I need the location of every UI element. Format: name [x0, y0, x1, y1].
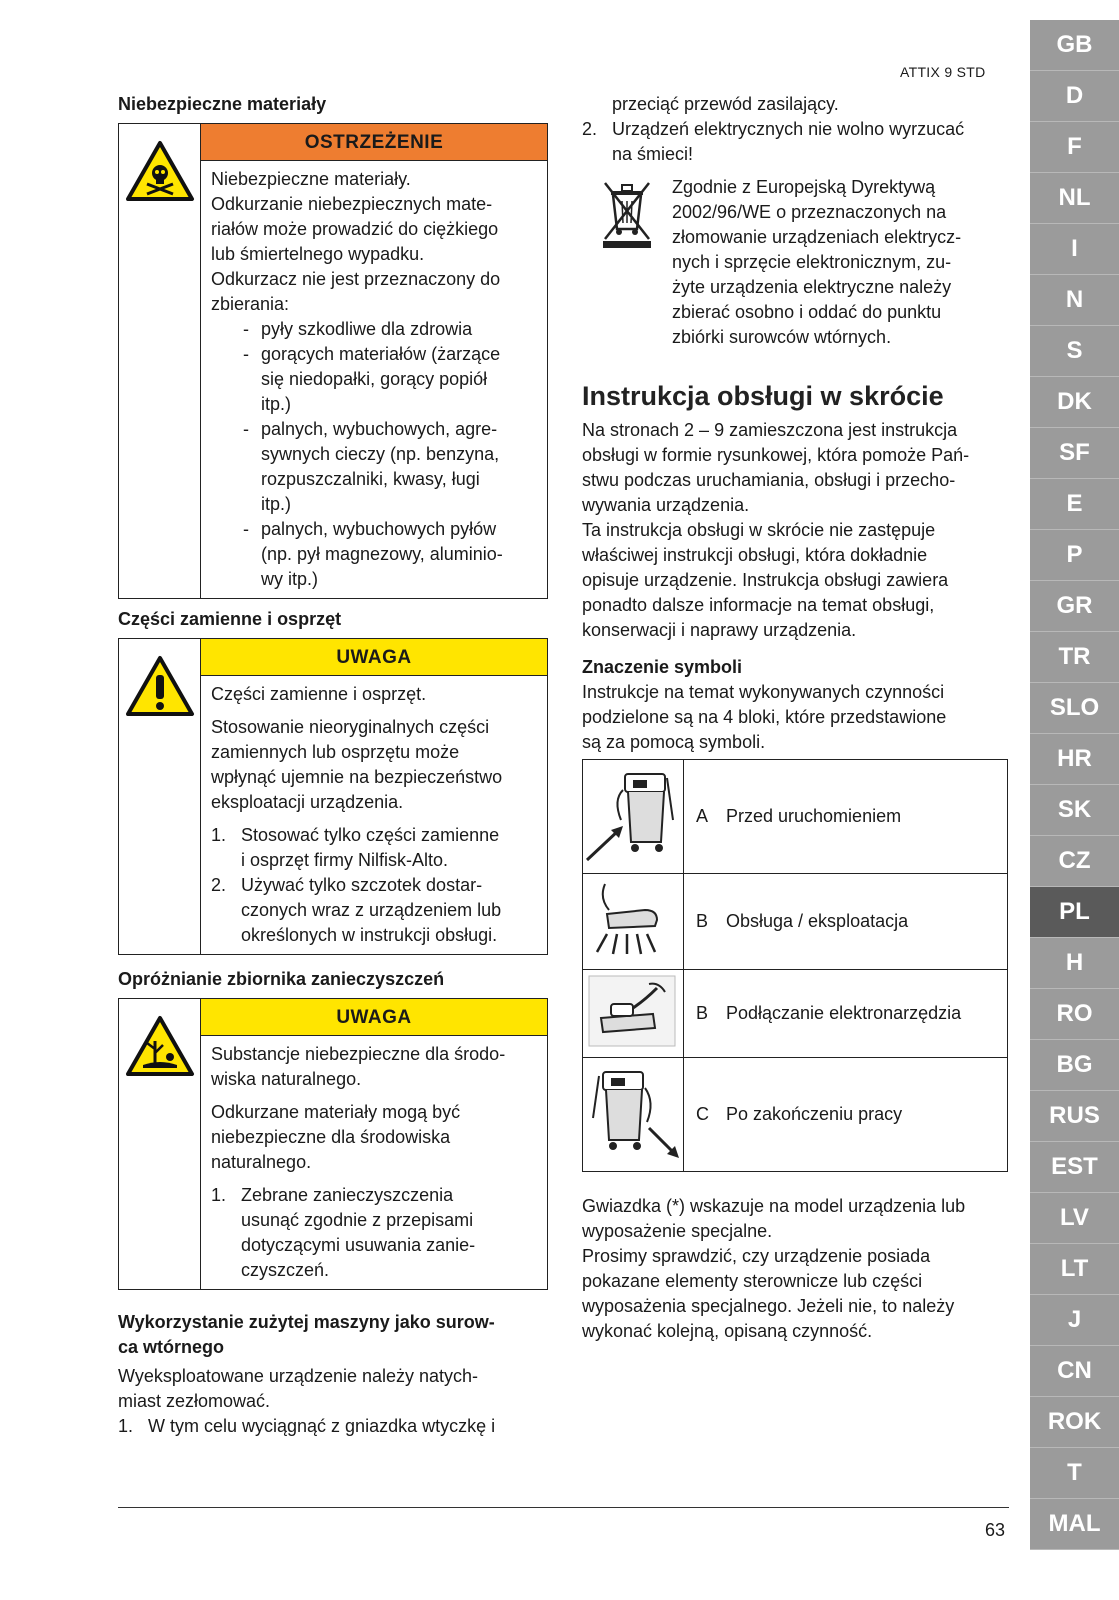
- tab-lang-est[interactable]: EST: [1030, 1142, 1119, 1193]
- text-line: Gwiazdka (*) wskazuje na model urządzenia lub: [582, 1196, 966, 1216]
- tab-lang-bg[interactable]: BG: [1030, 1040, 1119, 1091]
- text-line: wyposażenia specjalnego. Jeżeli nie, to należy: [582, 1296, 955, 1316]
- text-line: Zgodnie z Europejską Dyrektywą: [672, 177, 936, 197]
- text-line: Zebrane zanieczyszczenia: [241, 1185, 454, 1205]
- text-line: - palnych, wybuchowych, agre-: [261, 419, 498, 439]
- parts-p1: Części zamienne i osprzęt.: [211, 684, 427, 704]
- language-tabs: [1030, 20, 1119, 1550]
- text-line: Wykorzystanie zużytej maszyny jako surow-: [118, 1312, 495, 1332]
- text-line: wywania urządzenia.: [582, 495, 750, 515]
- text-line: podzielone są na 4 bloki, które przedstawione: [582, 707, 947, 727]
- text-line: usunąć zgodnie z przepisami: [241, 1210, 474, 1230]
- hazmat-heading: Niebezpieczne materiały: [118, 94, 327, 114]
- tab-lang-slo[interactable]: SLO: [1030, 683, 1119, 734]
- tab-lang-cz[interactable]: CZ: [1030, 836, 1119, 887]
- symbol-label: B Obsługa / eksploatacja: [684, 874, 1008, 970]
- recycling-step-1-continued: przeciąć przewód zasilający.: [612, 94, 839, 114]
- text-line: miast zezłomować.: [118, 1391, 271, 1411]
- environment-hazard-icon: [119, 999, 201, 1289]
- parts-caution-box: [118, 638, 548, 955]
- text-line: wyposażenie specjalne.: [582, 1221, 773, 1241]
- emptying-caution-box: [118, 998, 548, 1290]
- symbol-row: [583, 760, 1008, 874]
- tab-lang-ro[interactable]: RO: [1030, 989, 1119, 1040]
- parts-heading: Części zamienne i osprzęt: [118, 609, 342, 629]
- tab-lang-j[interactable]: J: [1030, 1295, 1119, 1346]
- text-line: Odkurzacz nie jest przeznaczony do: [211, 269, 501, 289]
- text-line: Na stronach 2 – 9 zamieszczona jest instrukcja: [582, 420, 958, 440]
- text-line: Stosować tylko części zamienne: [241, 825, 500, 845]
- tab-lang-pl[interactable]: PL: [1030, 887, 1119, 938]
- text-line: Ta instrukcja obsługi w skrócie nie zastępuje: [582, 520, 936, 540]
- text-line: ca wtórnego: [118, 1337, 225, 1357]
- tab-lang-s[interactable]: S: [1030, 326, 1119, 377]
- text-line: pokazane elementy sterownicze lub części: [582, 1271, 923, 1291]
- text-line: itp.): [261, 394, 292, 414]
- list-item: [243, 317, 537, 342]
- section-title: Instrukcja obsługi w skrócie: [582, 381, 944, 411]
- weee-text: [672, 175, 1008, 350]
- text-line: Instrukcje na temat wykonywanych czynności: [582, 682, 945, 702]
- hazmat-list: [243, 317, 537, 592]
- tab-lang-t[interactable]: T: [1030, 1448, 1119, 1499]
- text-line: na śmieci!: [612, 144, 694, 164]
- tab-lang-nl[interactable]: NL: [1030, 173, 1119, 224]
- tab-lang-dk[interactable]: DK: [1030, 377, 1119, 428]
- caution-banner: UWAGA: [201, 999, 547, 1036]
- text-line: ponadto dalsze informacje na temat obsługi,: [582, 595, 935, 615]
- text-line: 2002/96/WE o przeznaczonych na: [672, 202, 947, 222]
- right-column: [582, 92, 1008, 1344]
- footer-rule: [118, 1507, 1009, 1508]
- tab-lang-e[interactable]: E: [1030, 479, 1119, 530]
- hazmat-text: [201, 161, 547, 598]
- text-line: wykonać kolejną, opisaną czynność.: [582, 1321, 873, 1341]
- tab-lang-gb[interactable]: GB: [1030, 20, 1119, 71]
- text-line: - palnych, wybuchowych pyłów: [261, 519, 497, 539]
- parts-steps: [211, 823, 537, 948]
- tab-lang-p[interactable]: P: [1030, 530, 1119, 581]
- text-line: złomowanie urządzeniach elektrycz-: [672, 227, 962, 247]
- text-line: riałów może prowadzić do ciężkiego: [211, 219, 499, 239]
- recycling-step-2: 2. Urządzeń elektrycznych nie wolno wyrzucać na śmieci!: [582, 117, 1008, 167]
- text-line: (np. pył magnezowy, aluminio-: [261, 544, 503, 564]
- recycling-steps-continued: [582, 117, 1008, 167]
- asterisk-note: [582, 1194, 1008, 1244]
- text-line: lub śmiertelnego wypadku.: [211, 244, 425, 264]
- step-item: 1. Stosować tylko części zamienne i osprzęt firmy Nilfisk-Alto.: [211, 823, 537, 873]
- tab-lang-lv[interactable]: LV: [1030, 1193, 1119, 1244]
- recycling-steps: [118, 1414, 548, 1439]
- toxic-warning-icon: [119, 124, 201, 598]
- intro-paragraph-1: [582, 418, 1008, 518]
- tab-lang-rok[interactable]: ROK: [1030, 1397, 1119, 1448]
- emptying-steps: [211, 1183, 537, 1283]
- symbol-label: B Podłączanie elektronarzędzia: [684, 970, 1008, 1058]
- step-item: 2. Używać tylko szczotek dostar- czonych wraz z urządzeniem lub określonych w instrukcji obsługi.: [211, 873, 537, 948]
- floor-nozzle-icon: [583, 874, 684, 970]
- tab-lang-i[interactable]: I: [1030, 224, 1119, 275]
- text-line: wiska naturalnego.: [211, 1069, 362, 1089]
- model-name: ATTIX 9 STD: [900, 64, 986, 80]
- list-item: [243, 517, 537, 592]
- text-line: eksploatacji urządzenia.: [211, 792, 404, 812]
- symbol-label: A Przed uruchomieniem: [684, 760, 1008, 874]
- symbols-heading: Znaczenie symboli: [582, 657, 743, 677]
- parts-text: [201, 676, 547, 954]
- tab-lang-f[interactable]: F: [1030, 122, 1119, 173]
- text-line: właściwej instrukcji obsługi, która dokładnie: [582, 545, 928, 565]
- power-tool-icon: [583, 970, 684, 1058]
- tab-lang-gr[interactable]: GR: [1030, 581, 1119, 632]
- text-line: są za pomocą symboli.: [582, 732, 766, 752]
- text-line: Używać tylko szczotek dostar-: [241, 875, 483, 895]
- text-line: konserwacji i naprawy urządzenia.: [582, 620, 857, 640]
- text-line: sywnych cieczy (np. benzyna,: [261, 444, 500, 464]
- warning-banner: OSTRZEŻENIE: [201, 124, 547, 161]
- tab-lang-cn[interactable]: CN: [1030, 1346, 1119, 1397]
- text-line: Prosimy sprawdzić, czy urządzenie posiada: [582, 1246, 931, 1266]
- caution-banner: UWAGA: [201, 639, 547, 676]
- emptying-text: [201, 1036, 547, 1289]
- symbol-row: [583, 1058, 1008, 1172]
- recycling-heading: [118, 1310, 548, 1360]
- text-line: - pyły szkodliwe dla zdrowia: [261, 319, 473, 339]
- recycling-text: [118, 1364, 548, 1414]
- symbols-table: [582, 759, 1008, 1172]
- text-line: stwu podczas uruchamiania, obsługi i przecho-: [582, 470, 956, 490]
- page-number: 63: [985, 1520, 1006, 1540]
- tab-lang-mal[interactable]: MAL: [1030, 1499, 1119, 1550]
- emptying-heading: Opróżnianie zbiornika zanieczyszczeń: [118, 969, 445, 989]
- tab-lang-sk[interactable]: SK: [1030, 785, 1119, 836]
- general-warning-icon: [119, 639, 201, 954]
- symbol-row: [583, 970, 1008, 1058]
- text-line: Wyeksploatowane urządzenie należy natych-: [118, 1366, 479, 1386]
- text-line: zbierać osobno i oddać do punktu: [672, 302, 942, 322]
- tab-lang-n[interactable]: N: [1030, 275, 1119, 326]
- tab-lang-sf[interactable]: SF: [1030, 428, 1119, 479]
- hazmat-warning-box: [118, 123, 548, 599]
- recycling-step-1: 1. W tym celu wyciągnąć z gniazdka wtyczkę i: [118, 1416, 496, 1436]
- weee-bin-icon: [582, 175, 672, 350]
- text-line: nych i sprzęcie elektronicznym, zu-: [672, 252, 952, 272]
- step-item: 1. Zebrane zanieczyszczenia usunąć zgodnie z przepisami dotyczącymi usuwania zanie- czyszczeń.: [211, 1183, 537, 1283]
- text-line: Niebezpieczne materiały.: [211, 169, 411, 189]
- text-line: opisuje urządzenie. Instrukcja obsługi zawiera: [582, 570, 949, 590]
- text-line: czyszczeń.: [241, 1260, 330, 1280]
- text-line: obsługi w formie rysunkowej, która pomoże Pań-: [582, 445, 970, 465]
- vacuum-end-icon: [583, 1058, 684, 1172]
- text-line: itp.): [261, 494, 292, 514]
- tab-lang-h[interactable]: H: [1030, 938, 1119, 989]
- text-line: zbierania:: [211, 294, 290, 314]
- text-line: określonych w instrukcji obsługi.: [241, 925, 498, 945]
- intro-paragraph-2: [582, 518, 1008, 643]
- text-line: czonych wraz z urządzeniem lub: [241, 900, 502, 920]
- text-line: zamiennych lub osprzętu może: [211, 742, 460, 762]
- text-line: Urządzeń elektrycznych nie wolno wyrzucać: [612, 119, 965, 139]
- text-line: wpłynąć ujemnie na bezpieczeństwo: [211, 767, 503, 787]
- symbol-row: [583, 874, 1008, 970]
- text-line: zbiórki surowców wtórnych.: [672, 327, 892, 347]
- list-item: [243, 417, 537, 517]
- text-line: naturalnego.: [211, 1152, 312, 1172]
- text-line: i osprzęt firmy Nilfisk-Alto.: [241, 850, 449, 870]
- text-line: Odkurzane materiały mogą być: [211, 1102, 461, 1122]
- list-item: [243, 342, 537, 417]
- text-line: żyte urządzenia elektryczne należy: [672, 277, 952, 297]
- symbols-text: [582, 680, 1008, 755]
- tab-lang-lt[interactable]: LT: [1030, 1244, 1119, 1295]
- tab-lang-hr[interactable]: HR: [1030, 734, 1119, 785]
- left-column: [118, 92, 548, 1439]
- text-line: wy itp.): [261, 569, 319, 589]
- symbol-label: C Po zakończeniu pracy: [684, 1058, 1008, 1172]
- text-line: dotyczącymi usuwania zanie-: [241, 1235, 476, 1255]
- text-line: rozpuszczalniki, kwasy, ługi: [261, 469, 480, 489]
- tab-lang-d[interactable]: D: [1030, 71, 1119, 122]
- tab-lang-rus[interactable]: RUS: [1030, 1091, 1119, 1142]
- text-line: - gorących materiałów (żarzące: [261, 344, 501, 364]
- text-line: Odkurzanie niebezpiecznych mate-: [211, 194, 493, 214]
- text-line: Stosowanie nieoryginalnych części: [211, 717, 490, 737]
- vacuum-start-icon: [583, 760, 684, 874]
- text-line: się niedopałki, gorący popiół: [261, 369, 488, 389]
- text-line: Substancje niebezpieczne dla środo-: [211, 1044, 506, 1064]
- check-note: [582, 1244, 1008, 1344]
- weee-block: [582, 175, 1008, 350]
- tab-lang-tr[interactable]: TR: [1030, 632, 1119, 683]
- text-line: niebezpieczne dla środowiska: [211, 1127, 451, 1147]
